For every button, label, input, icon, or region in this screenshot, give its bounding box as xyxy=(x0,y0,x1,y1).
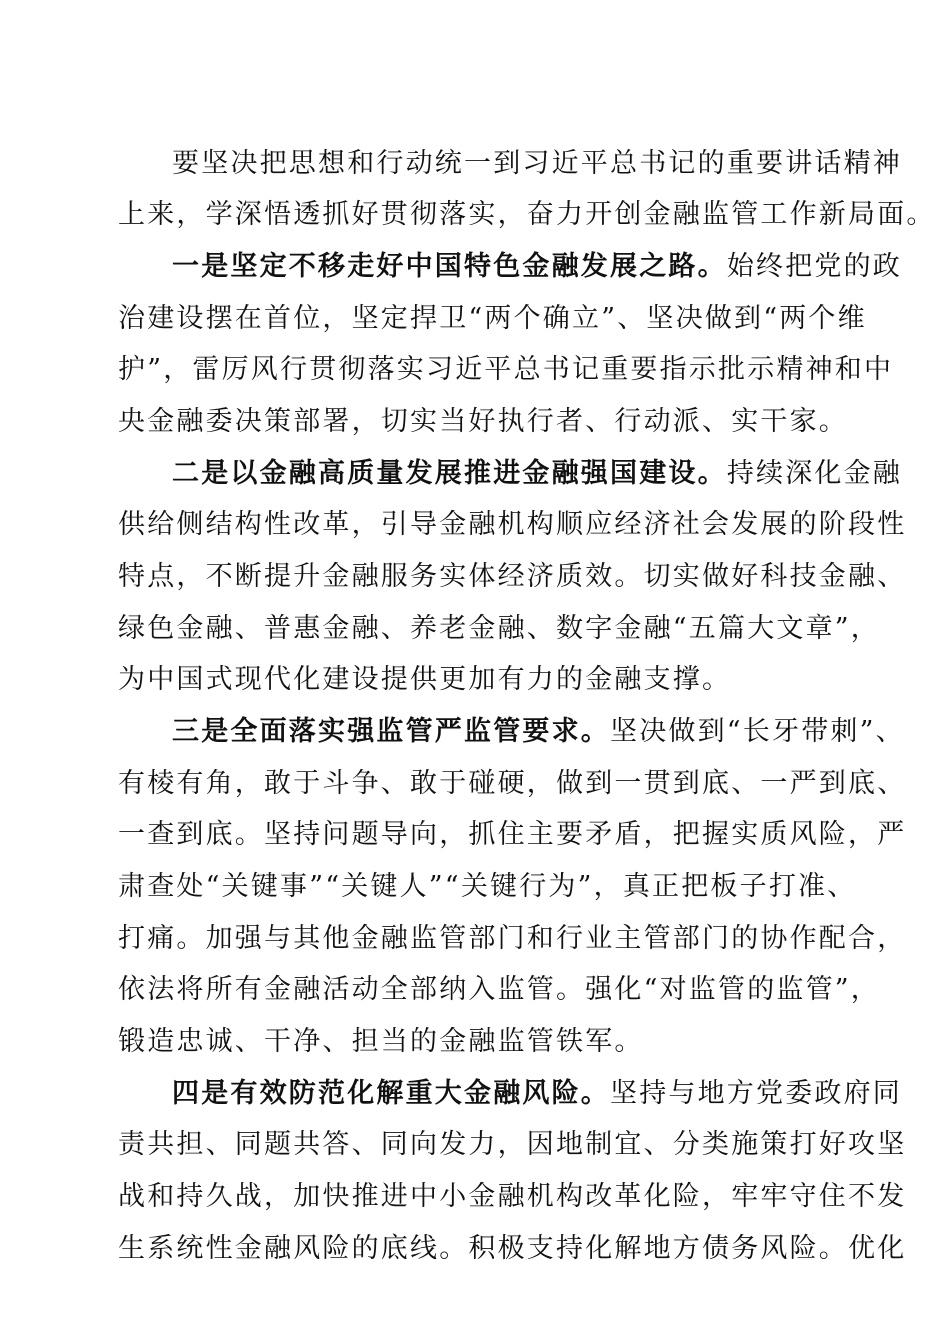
paragraph-line: 治建设摆在首位，坚定捍卫“两个确立”、坚决做到“两个维 xyxy=(118,303,867,334)
paragraph-heading: 一是坚定不移走好中国特色金融发展之路。 xyxy=(172,251,727,282)
paragraph-first-line xyxy=(172,709,912,755)
paragraph-line: 一查到底。坚持问题导向，抓住主要矛盾，把握实质风险，严 xyxy=(118,819,907,850)
paragraph-line: 供给侧结构性改革，引导金融机构顺应经济社会发展的阶段性 xyxy=(118,509,907,540)
paragraph-heading: 三是全面落实强监管严监管要求。 xyxy=(172,716,610,747)
paragraph-text: 坚决做到“长牙带刺”、 xyxy=(610,716,905,747)
paragraph-text: 坚持与地方党委政府同 xyxy=(610,1078,902,1109)
paragraph-line: 责共担、同题共答、同向发力，因地制宜、分类施策打好攻坚 xyxy=(118,1129,907,1160)
paragraph-line: 有棱有角，敢于斗争、敢于碰硬，做到一贯到底、一严到底、 xyxy=(118,768,907,799)
paragraph-line: 特点，不断提升金融服务实体经济质效。切实做好科技金融、 xyxy=(118,561,907,592)
paragraph-line: 战和持久战，加快推进中小金融机构改革化险，牢牢守住不发 xyxy=(118,1181,907,1212)
paragraph-line: 锻造忠诚、干净、担当的金融监管铁军。 xyxy=(118,1026,644,1057)
paragraph-text: 始终把党的政 xyxy=(726,251,903,282)
paragraph-line: 上来，学深悟透抓好贯彻落实，奋力开创金融监管工作新局面。 xyxy=(118,199,936,230)
paragraph-first-line xyxy=(172,1071,912,1117)
paragraph-line: 绿色金融、普惠金融、养老金融、数字金融“五篇大文章”， xyxy=(118,613,881,644)
paragraph-line: 依法将所有金融活动全部纳入监管。强化“对监管的监管”， xyxy=(118,974,881,1005)
paragraph-line: 央金融委决策部署，切实当好执行者、行动派、实干家。 xyxy=(118,406,848,437)
paragraph-line: 为中国式现代化建设提供更加有力的金融支撑。 xyxy=(118,664,732,695)
paragraph-heading: 四是有效防范化解重大金融风险。 xyxy=(172,1078,610,1109)
paragraph-line: 护”，雷厉风行贯彻落实习近平总书记重要指示批示精神和中 xyxy=(118,354,894,385)
paragraph-first-line xyxy=(172,244,912,290)
paragraph-line: 打痛。加强与其他金融监管部门和行业主管部门的协作配合， xyxy=(118,923,907,954)
paragraph-first-line xyxy=(172,451,912,497)
paragraph-text: 持续深化金融 xyxy=(726,458,903,489)
paragraph-heading: 二是以金融高质量发展推进金融强国建设。 xyxy=(172,458,727,489)
paragraph-line: 生系统性金融风险的底线。积极支持化解地方债务风险。优化 xyxy=(118,1233,907,1264)
paragraph-line: 要坚决把思想和行动统一到习近平总书记的重要讲话精神 xyxy=(172,148,902,179)
paragraph-line: 肃查处“关键事”“关键人”“关键行为”，真正把板子打准、 xyxy=(118,871,857,902)
